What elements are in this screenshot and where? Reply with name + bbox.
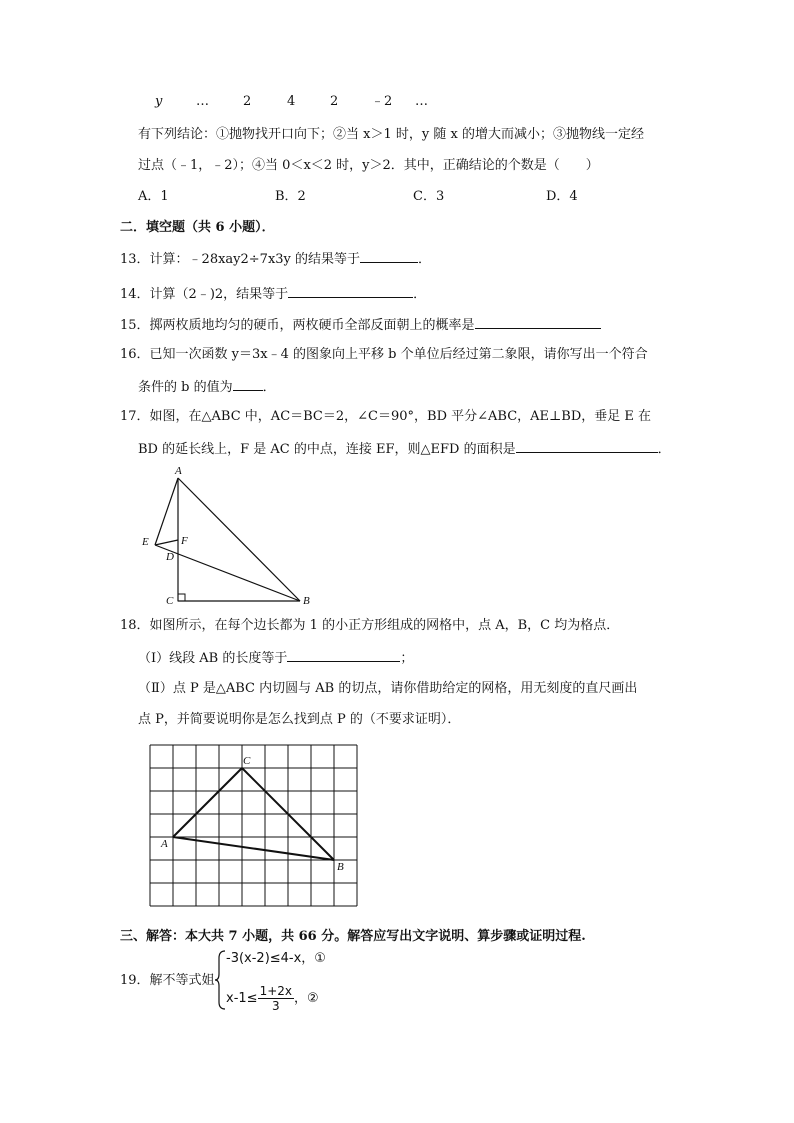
q17-number: 17． [120, 409, 150, 424]
right-angle-mark [178, 594, 185, 601]
q12-option-c: C．3 [413, 189, 445, 204]
q18-number: 18． [120, 618, 150, 633]
section2-title: 二．填空题（共 6 小题）． [120, 220, 275, 235]
q19-ineq2-tail: ，② [294, 991, 319, 1006]
q17-answer-blank[interactable] [516, 439, 658, 453]
q17-line1 [120, 408, 651, 426]
q12-option-a: A．1 [138, 189, 169, 204]
label-e: E [142, 536, 149, 548]
q16-line1 [120, 346, 648, 364]
q14-text: 计算（2﹣)2，结果等于 [149, 287, 289, 302]
q16-line2 [138, 377, 276, 397]
label-b: B [337, 861, 344, 873]
q18-grid-figure [140, 735, 390, 910]
q13-number: 13． [120, 252, 150, 267]
q19-fraction-denominator: 3 [271, 999, 280, 1013]
q18-part2-line2: 点 P，并简要说明你是怎么找到点 P 的（不要求证明）． [138, 712, 461, 727]
label-a: A [161, 838, 168, 850]
label-a: A [175, 465, 182, 477]
table-cell: … [415, 94, 428, 109]
q15 [120, 315, 601, 335]
q15-text: 掷两枚质地均匀的硬币，两枚硬币全部反面朝上的概率是 [149, 318, 475, 333]
q13-text: 计算：﹣28xay2÷7x3y 的结果等于 [149, 252, 361, 267]
table-cell: 2 [243, 94, 252, 109]
q12-option-d: D．4 [546, 189, 578, 204]
q18-part1-tail: ； [400, 651, 414, 666]
table-cell: 4 [287, 94, 296, 109]
label-d: D [166, 551, 174, 563]
q18-part1-text: （Ⅰ）线段 AB 的长度等于 [138, 651, 288, 666]
q13-period: ． [418, 252, 432, 267]
q16-period: ． [262, 380, 276, 395]
segment-ab [173, 837, 334, 860]
q18-answer-blank[interactable] [287, 648, 400, 662]
q17-triangle-figure [135, 460, 315, 610]
label-b: B [303, 595, 310, 607]
q18-part1 [138, 648, 413, 668]
q17-line2 [138, 439, 671, 459]
q19-text: 解不等式姐 [149, 973, 215, 988]
table-cell: 2 [330, 94, 339, 109]
q19-inequality-1: -3(x-2)≤4-x，① [226, 951, 326, 966]
q18-line1 [120, 617, 619, 635]
q16-text2: 条件的 b 的值为 [138, 380, 233, 395]
q14-period: ． [413, 287, 427, 302]
q15-number: 15． [120, 318, 150, 333]
q16-text: 已知一次函数 y＝3x﹣4 的图象向上平移 b 个单位后经过第二象限，请你写出一个符合 [149, 347, 648, 362]
q12-option-b: B．2 [275, 189, 306, 204]
segment-ae [155, 478, 178, 545]
q17-period: ． [657, 442, 671, 457]
q13-answer-blank[interactable] [360, 249, 418, 263]
q14-answer-blank[interactable] [288, 284, 413, 298]
brace-icon [214, 950, 226, 1010]
table-y-label: y [155, 94, 163, 109]
segment-ab [178, 478, 300, 601]
q12-line2: 过点（﹣1，﹣2）；④当 0＜x＜2 时，y＞2．其中，正确结论的个数是（ ） [138, 158, 599, 173]
label-c: C [166, 595, 174, 607]
q18-text: 如图所示，在每个边长都为 1 的小正方形组成的网格中，点 A，B，C 均为格点． [149, 618, 620, 633]
segment-ef [155, 540, 178, 545]
q19-number: 19． [120, 973, 150, 988]
q14-number: 14． [120, 287, 150, 302]
q19-label [120, 972, 215, 990]
table-cell: … [196, 94, 209, 109]
q13 [120, 249, 431, 269]
section3-title: 三、解答：本大共 7 小题，共 66 分。解答应写出文字说明、算步骤或证明过程. [120, 929, 586, 944]
q14 [120, 284, 426, 304]
segment-be [155, 545, 300, 601]
q17-text2: BD 的延长线上，F 是 AC 的中点，连接 EF，则△EFD 的面积是 [138, 442, 516, 457]
q19-ineq2-left: x-1≤ [226, 991, 258, 1006]
q12-line1: 有下列结论：①抛物找开口向下；②当 x＞1 时，y 随 x 的增大而减小；③抛物线一定经 [138, 127, 644, 142]
q16-number: 16． [120, 347, 150, 362]
label-c: C [243, 755, 251, 767]
grid-lines [150, 745, 357, 906]
q18-part2-line1: （Ⅱ）点 P 是△ABC 内切圆与 AB 的切点，请你借助给定的网格，用无刻度的直尺画出 [138, 681, 638, 696]
q16-answer-blank[interactable] [233, 377, 263, 391]
segment-ac [173, 768, 242, 837]
table-cell: ﹣2 [371, 94, 393, 109]
q19-fraction-numerator: 1+2x [259, 984, 292, 998]
q19-inequality-2 [226, 984, 319, 1013]
label-f: F [181, 535, 188, 547]
q15-answer-blank[interactable] [475, 315, 601, 329]
q17-text: 如图，在△ABC 中，AC＝BC＝2，∠C＝90°，BD 平分∠ABC，AE⊥BD，垂足 E 在 [149, 409, 651, 424]
q19-fraction [258, 984, 294, 1013]
